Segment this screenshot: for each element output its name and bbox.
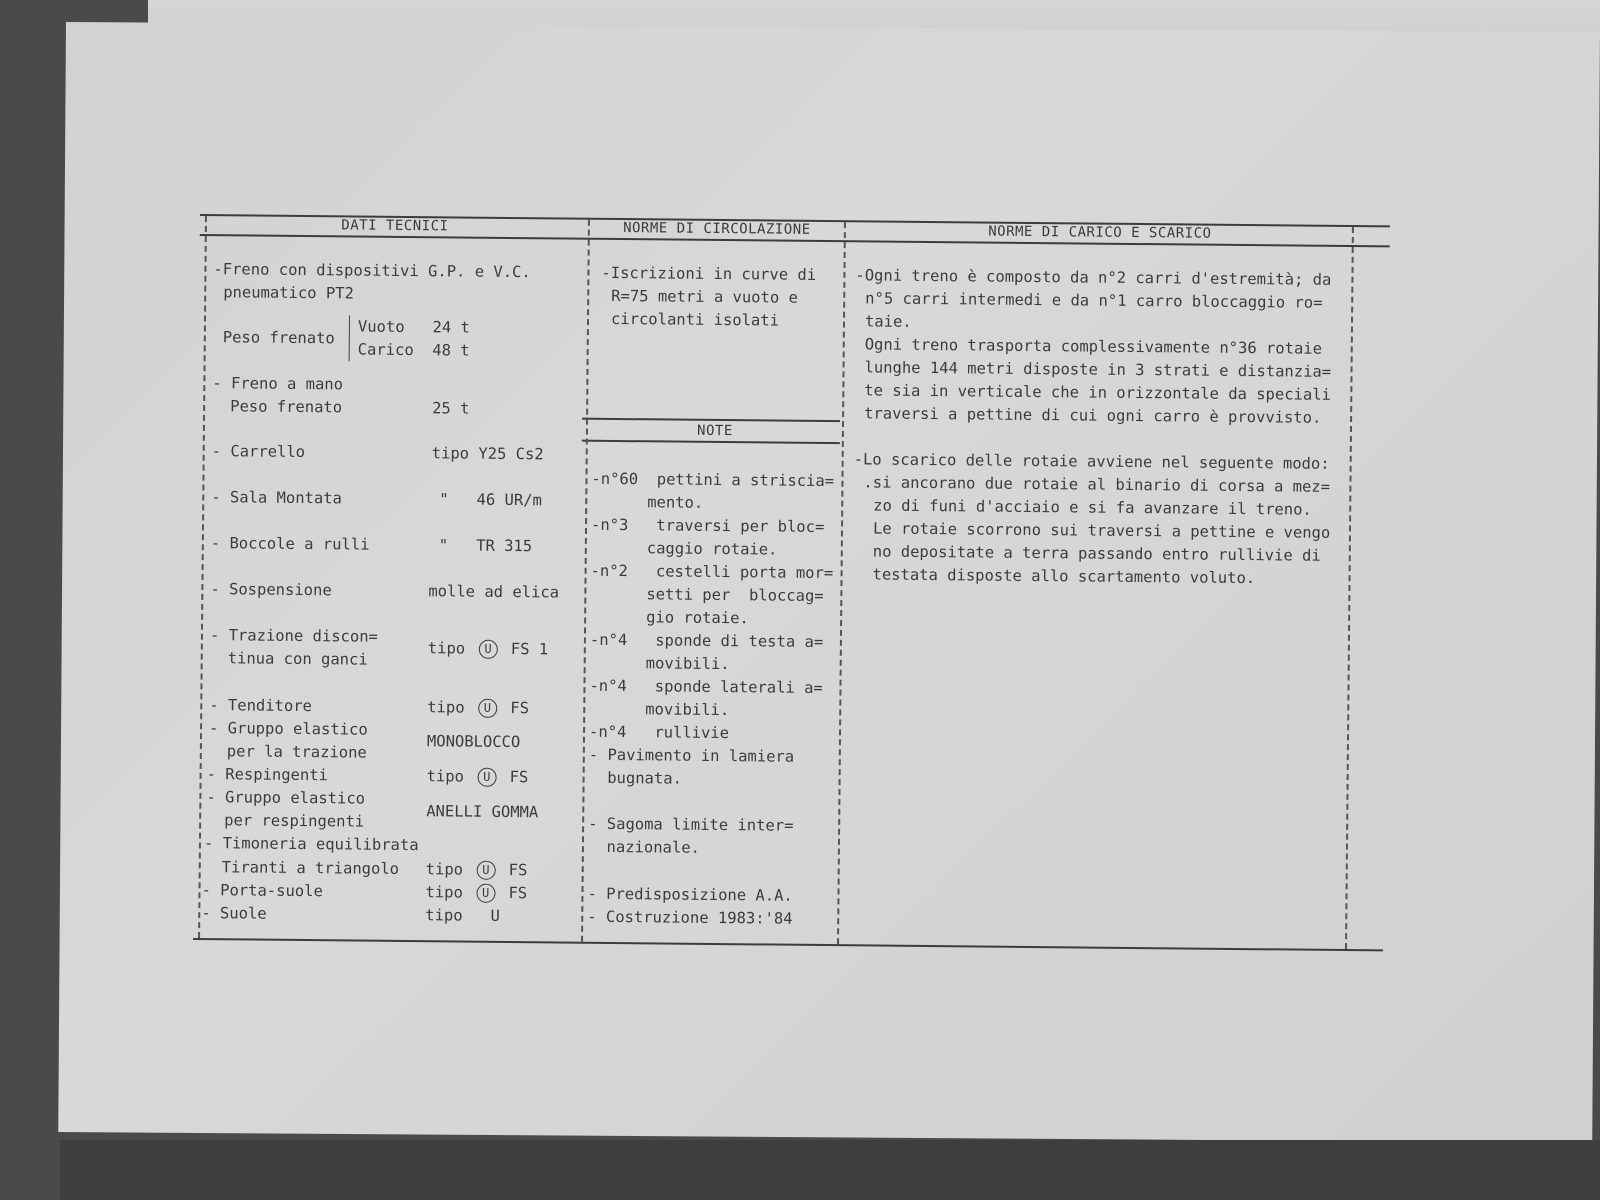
porta-suole-tipo: tipo (425, 883, 463, 902)
tiranti-tipo: tipo (425, 860, 464, 879)
boccole: - Boccole a rulli (210, 534, 370, 554)
carico-p3-line-3: zo di funi d'acciaio e si fa avanzare il treno. (873, 496, 1312, 519)
carico-p1-line-1: -Ogni treno è composto da n°2 carri d'estremità; da (855, 266, 1332, 289)
porta-suole-value (425, 881, 527, 905)
u-circle-icon: U (477, 768, 496, 787)
note-item-4b: movibili. (589, 653, 730, 674)
timoneria: - Timoneria equilibrata (203, 834, 419, 855)
note-item-2a: -n°3 traversi per bloc= (590, 515, 825, 537)
carico-p2-line-4: traversi a pettine di cui ogni carro è provvisto. (864, 404, 1322, 427)
note-item-4a: -n°4 sponde di testa a= (589, 630, 824, 652)
note-item-8a: - Sagoma limite inter= (588, 814, 794, 835)
tenditore-tipo: tipo (427, 698, 465, 717)
porta-suole: - Porta-suole (201, 881, 323, 901)
u-circle-icon: U (478, 699, 497, 718)
boccole-value: " TR 315 (438, 536, 533, 556)
respingenti: - Respingenti (206, 765, 329, 785)
sala-montata-value: " 46 UR/m (439, 490, 543, 510)
right-border (1345, 227, 1354, 949)
carico-p3-line-5: no depositate a terra passando entro rullivie di (872, 542, 1321, 565)
tenditore-fs: FS (510, 699, 530, 718)
carico-p1-line-2: n°5 carri intermedi e da n°1 carro bloccaggio ro= (865, 289, 1323, 312)
carico-p2-line-3: te sia in verticale che in orizzontale da speciali (864, 381, 1331, 404)
trazione-line-2: tinua con ganci (227, 649, 368, 669)
freno-mano: - Freno a mano (212, 374, 344, 394)
circolazione-line-2: R=75 metri a vuoto e (611, 286, 798, 307)
note-item-9: - Predisposizione A.A. (587, 884, 793, 905)
table-bottom-rule (193, 938, 1383, 951)
porta-suole-fs: FS (508, 883, 528, 903)
header-norme-carico: NORME DI CARICO E SCARICO (988, 223, 1212, 242)
peso-frenato-label: Peso frenato (222, 328, 335, 348)
trazione-value (428, 637, 549, 661)
sospensione: - Sospensione (210, 580, 332, 600)
peso-frenato-mano: Peso frenato (230, 397, 343, 417)
respingenti-value (426, 765, 528, 789)
u-circle-icon: U (476, 884, 495, 903)
note-header-rule (582, 440, 840, 444)
sospensione-value: molle ad elica (428, 582, 560, 602)
freno-line-1: -Freno con dispositivi G.P. e V.C. (213, 260, 531, 282)
trazione-fs: FS 1 (510, 640, 549, 659)
carico-p3-line-2: .si ancorano due rotaie al binario di corsa a mez= (863, 473, 1331, 496)
gruppo-elastico-trazione-1: - Gruppo elastico (208, 719, 368, 739)
tiranti: Tiranti a triangolo (221, 858, 400, 878)
left-border (198, 216, 207, 938)
respingenti-tipo: tipo (426, 767, 465, 786)
note-item-7b: bugnata. (588, 768, 683, 788)
peso-frenato-mano-value: 25 t (432, 399, 470, 418)
gruppo-elastico-respingenti-value: ANELLI GOMMA (426, 802, 539, 822)
freno-line-2: pneumatico PT2 (223, 283, 354, 303)
sala-montata: - Sala Montata (211, 488, 343, 508)
circolazione-line-1: -Iscrizioni in curve di (601, 263, 817, 284)
tiranti-value (426, 858, 528, 882)
peso-carico: Carico 48 t (349, 338, 470, 362)
trazione-line-1: - Trazione discon= (209, 626, 379, 646)
note-item-7a: - Pavimento in lamiera (588, 745, 795, 766)
u-circle-icon: U (478, 640, 497, 659)
gruppo-elastico-respingenti-2: per respingenti (224, 811, 365, 831)
tenditore-value (427, 696, 529, 720)
header-dati-tecnici: DATI TECNICI (341, 217, 449, 235)
carrello: - Carrello (211, 442, 306, 462)
note-item-5a: -n°4 sponde laterali a= (589, 676, 823, 697)
note-item-2b: caggio rotaie. (590, 538, 778, 559)
gruppo-elastico-respingenti-1: - Gruppo elastico (206, 788, 366, 808)
column-divider-2 (837, 222, 846, 944)
note-item-5b: movibili. (589, 699, 730, 720)
technical-data-table (193, 214, 1390, 973)
note-item-1b: mento. (591, 492, 704, 512)
note-item-6: -n°4 rullivie (588, 722, 730, 743)
tiranti-fs: FS (508, 860, 528, 880)
header-norme-circolazione: NORME DI CIRCOLAZIONE (623, 220, 811, 238)
note-item-10: - Costruzione 1983:'84 (587, 907, 793, 928)
note-item-1a: -n°60 pettini a striscia= (591, 469, 835, 491)
note-item-3a: -n°2 cestelli porta mor= (590, 561, 834, 583)
desk-shadow (60, 1140, 1600, 1200)
carico-p2-line-2: lunghe 144 metri disposte in 3 strati e distanzia= (864, 358, 1332, 381)
note-item-8b: nazionale. (587, 837, 701, 857)
carico-p1-line-3: taie. (864, 312, 912, 331)
u-circle-icon: U (476, 861, 495, 880)
suole: - Suole (201, 904, 267, 923)
trazione-tipo: tipo (427, 639, 466, 658)
carico-p2-line-1: Ogni treno trasporta complessivamente n°36 rotaie (864, 335, 1323, 358)
circolazione-line-3: circolanti isolati (610, 309, 780, 330)
tenditore: - Tenditore (209, 696, 313, 716)
carico-p3-line-1: -Lo scarico delle rotaie avviene nel seguente modo: (853, 450, 1330, 473)
note-item-3b: setti per bloccag= (590, 584, 824, 606)
gruppo-elastico-trazione-value: MONOBLOCCO (426, 732, 521, 752)
respingenti-fs: FS (509, 767, 529, 787)
carrello-value: tipo Y25 Cs2 (431, 444, 544, 464)
header-note: NOTE (697, 422, 733, 440)
suole-value: tipo U (425, 906, 501, 925)
note-item-3c: gio rotaie. (590, 607, 749, 628)
peso-vuoto: Vuoto 24 t (349, 315, 470, 339)
carico-p3-line-6: testata disposte allo scartamento voluto. (872, 565, 1256, 588)
carico-p3-line-4: Le rotaie scorrono sui traversi a pettine e vengo (872, 519, 1331, 542)
gruppo-elastico-trazione-2: per la trazione (226, 742, 367, 762)
